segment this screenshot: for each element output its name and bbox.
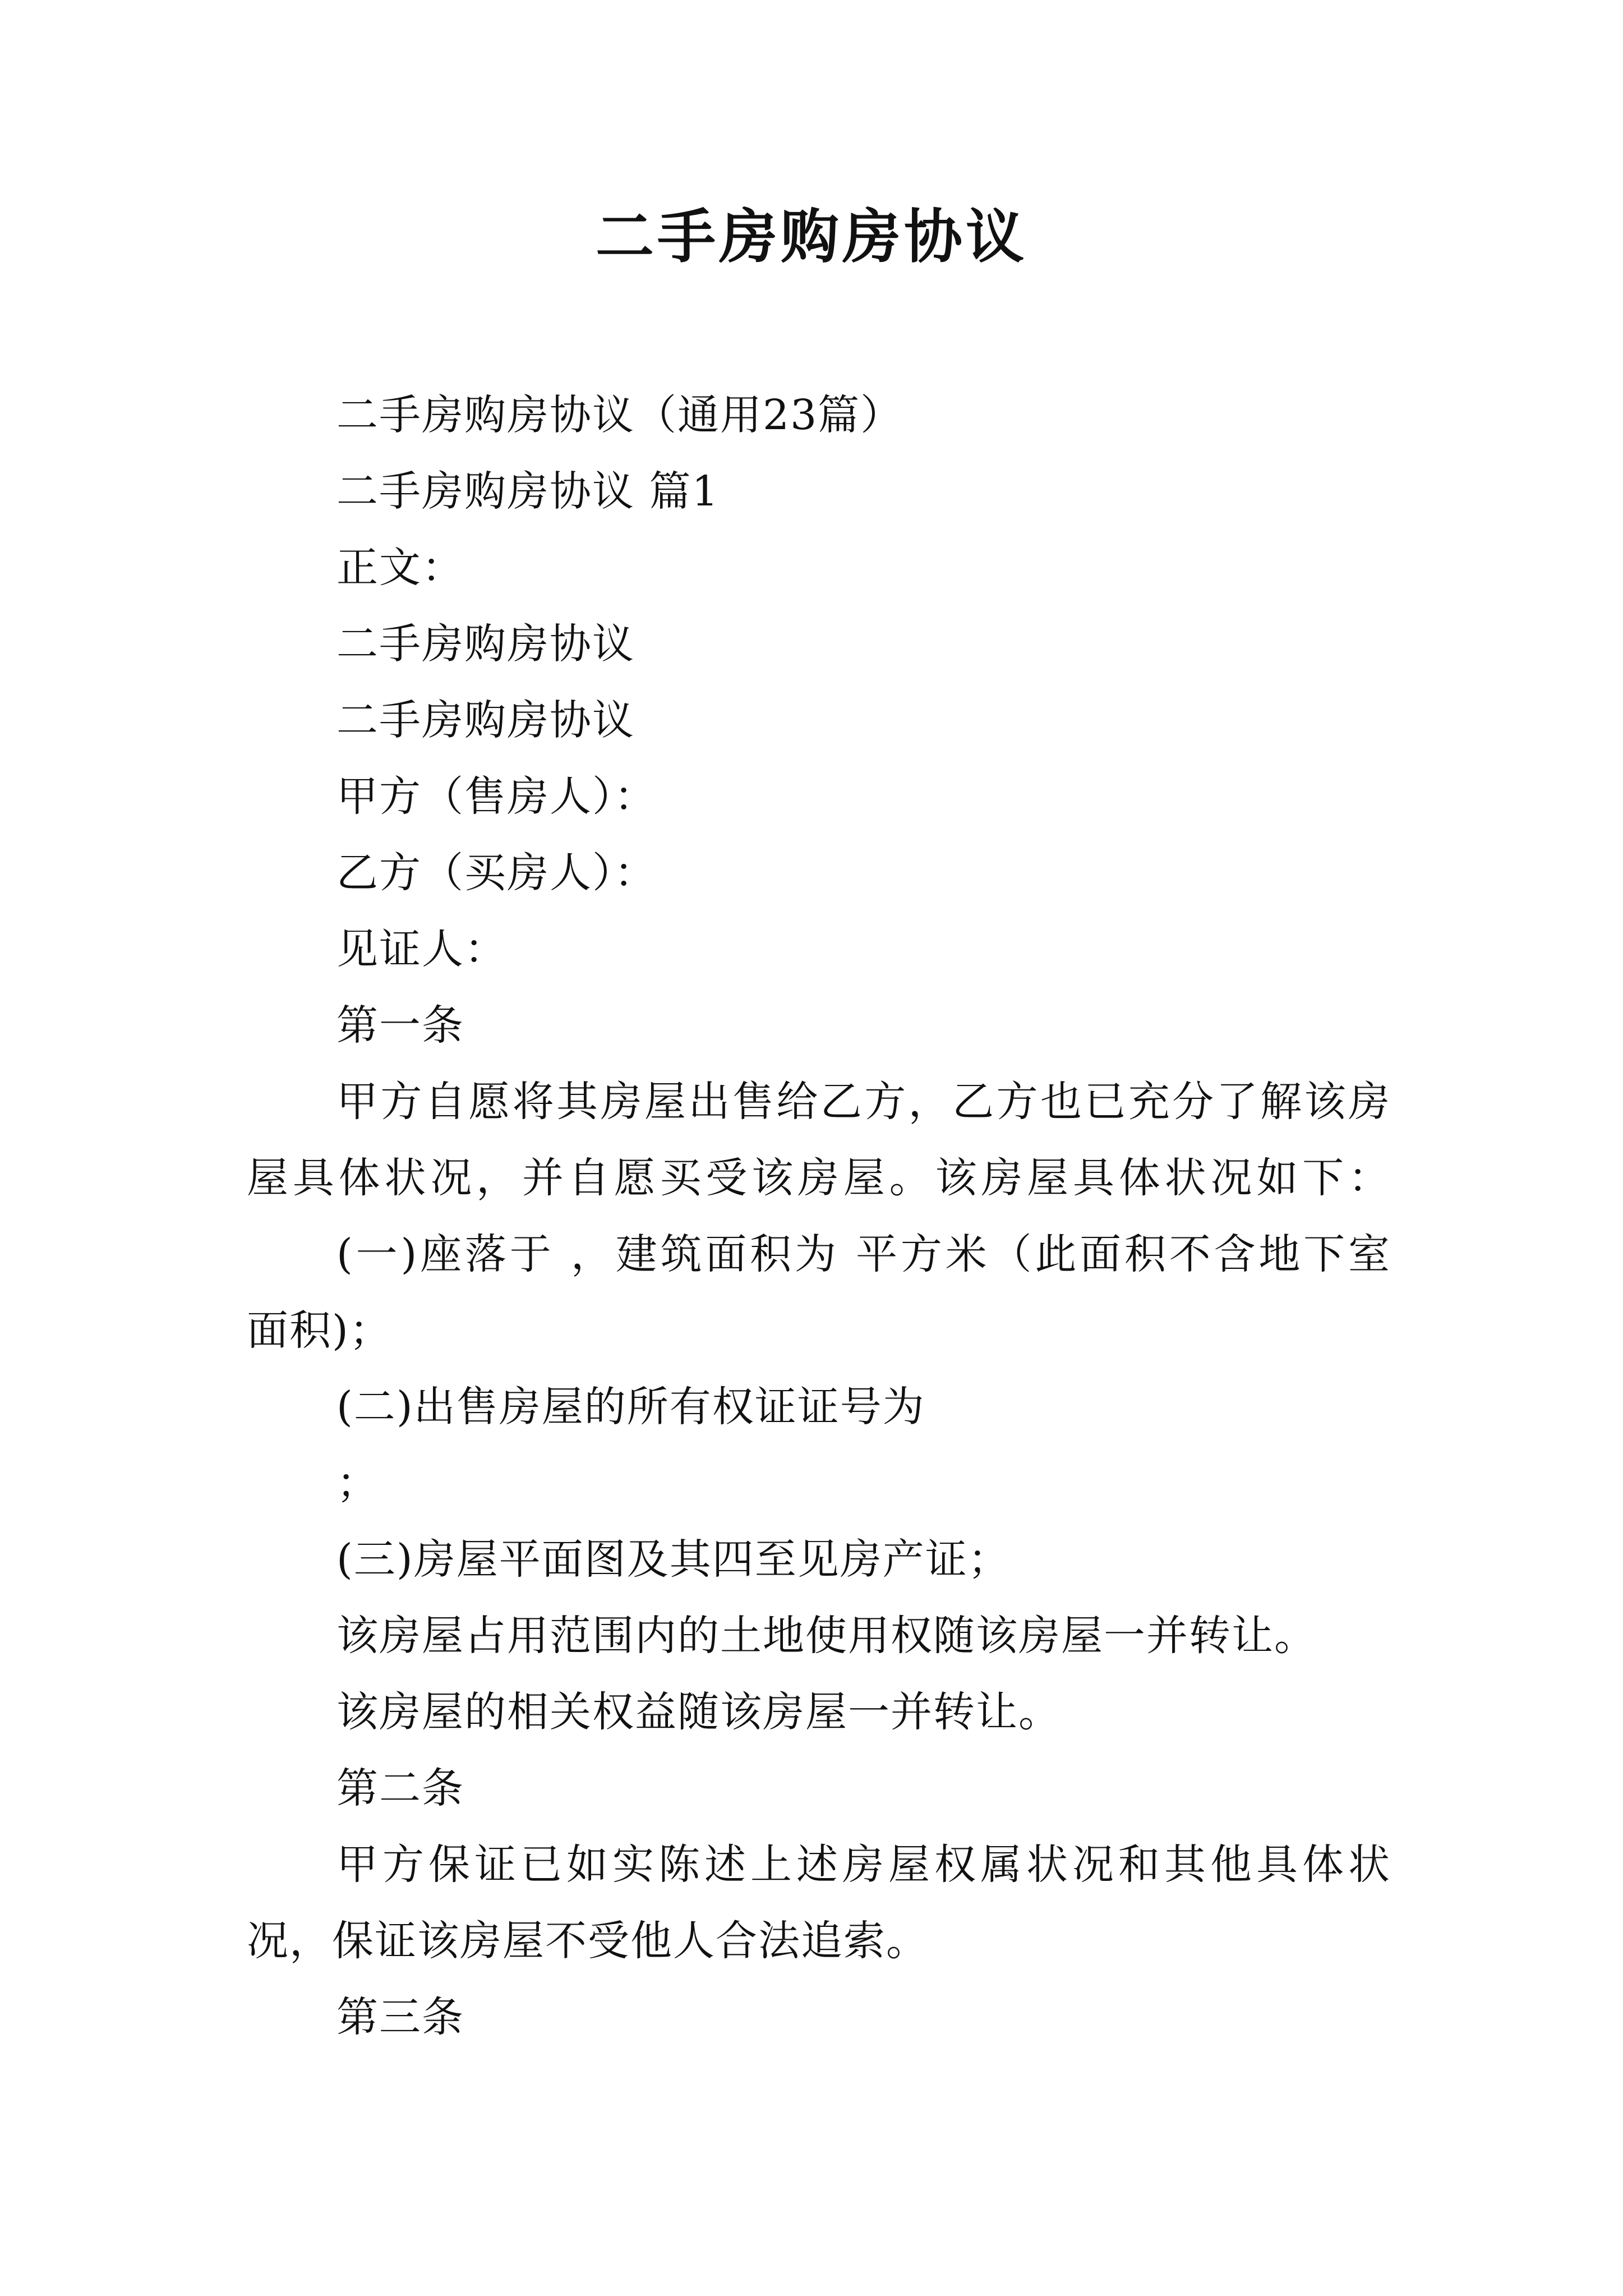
text-line: 二手房购房协议: [336, 620, 635, 668]
text-line: 第三条: [336, 1993, 464, 2041]
text-line: 二手房购房协议 篇1: [336, 467, 720, 516]
document-title: 二手房购房协议: [595, 202, 1027, 271]
text-line: ；: [336, 1459, 379, 1507]
text-line: 见证人：: [336, 925, 507, 973]
text-line: 甲方自愿将其房屋出售给乙方，乙方也已充分了解该房: [336, 1078, 1391, 1126]
text-line: (二)出售房屋的所有权证证号为: [336, 1383, 925, 1431]
text-line: 该房屋占用范围内的土地使用权随该房屋一并转让。: [336, 1612, 1317, 1660]
document-body: [247, 377, 1391, 2055]
text-line: 面积)；: [247, 1306, 392, 1355]
text-line: 甲方保证已如实陈述上述房屋权属状况和其他具体状: [336, 1841, 1391, 1889]
text-line: 屋具体状况，并自愿买受该房屋。该房屋具体状况如下：: [247, 1154, 1391, 1202]
text-line: 甲方（售房人）：: [336, 772, 657, 821]
text-line: 第一条: [336, 1001, 464, 1050]
text-line: 况，保证该房屋不受他人合法追索。: [247, 1917, 929, 1965]
text-line: 二手房购房协议（通用23篇）: [336, 391, 903, 439]
text-line: (三)房屋平面图及其四至见房产证；: [336, 1535, 1011, 1584]
text-line: 乙方（买房人）：: [336, 849, 657, 897]
text-line: 第二条: [336, 1764, 464, 1812]
text-line: (一)座落于 ，建筑面积为 平方米（此面积不含地下室: [336, 1230, 1391, 1278]
text-line: 正文：: [336, 544, 464, 592]
text-line: 二手房购房协议: [336, 696, 635, 744]
text-line: 该房屋的相关权益随该房屋一并转让。: [336, 1688, 1061, 1736]
